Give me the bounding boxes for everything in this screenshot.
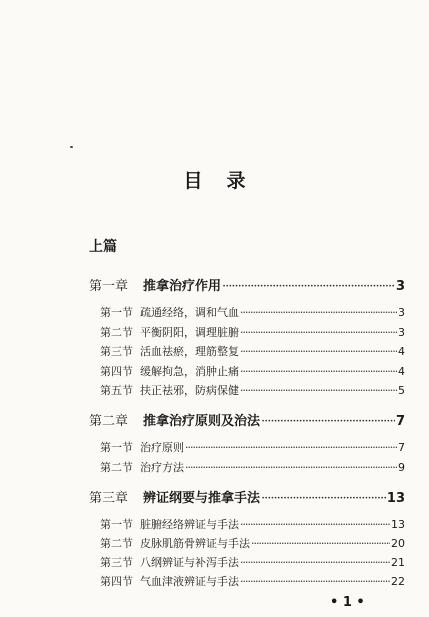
chapter-title: 推拿治疗原则及治法 — [143, 414, 261, 429]
section-page: 13 — [391, 518, 405, 531]
scan-speck — [70, 146, 73, 148]
dot-leader — [240, 518, 390, 531]
section-title: 活血祛瘀，理筋整复 — [140, 345, 239, 358]
page-number: • 1 • — [330, 595, 365, 610]
toc-section — [100, 363, 405, 379]
toc-section — [100, 573, 405, 589]
section-number: 第二节 — [100, 326, 133, 339]
toc-chapter-3 — [89, 487, 405, 506]
section-number: 第四节 — [100, 575, 133, 588]
section-number: 第五节 — [100, 384, 133, 397]
chapter-number: 第三章 — [89, 491, 129, 506]
section-title: 脏腑经络辨证与手法 — [140, 518, 239, 531]
section-title: 扶正祛邪，防病保健 — [140, 384, 239, 397]
toc-section — [100, 382, 405, 398]
dot-leader — [222, 279, 395, 294]
dot-leader — [240, 326, 397, 339]
dot-leader — [240, 306, 397, 319]
dot-leader — [240, 575, 390, 588]
page-title: 目录 — [183, 170, 270, 192]
section-page: 9 — [398, 461, 405, 474]
section-title: 疏通经络，调和气血 — [140, 306, 239, 319]
section-page: 22 — [391, 575, 405, 588]
chapter-title: 辨证纲要与推拿手法 — [143, 491, 261, 506]
toc-section — [100, 439, 405, 455]
dot-leader — [251, 537, 390, 550]
section-page: 5 — [398, 384, 405, 397]
section-number: 第二节 — [100, 461, 133, 474]
dot-leader — [240, 345, 397, 358]
toc-section — [100, 459, 405, 475]
section-page: 20 — [391, 537, 405, 550]
toc-section — [100, 324, 405, 340]
toc-chapter-2 — [89, 410, 405, 429]
section-page: 4 — [398, 345, 405, 358]
section-title: 气血津液辨证与手法 — [140, 575, 239, 588]
toc-section — [100, 516, 405, 532]
section-number: 第一节 — [100, 441, 133, 454]
chapter-number: 第一章 — [89, 279, 129, 294]
part-title: 上篇 — [89, 239, 117, 255]
toc-section — [100, 343, 405, 359]
section-number: 第三节 — [100, 556, 133, 569]
dot-leader — [240, 384, 397, 397]
toc-section — [100, 535, 405, 551]
chapter-page: 3 — [395, 279, 405, 294]
dot-leader — [261, 491, 386, 506]
section-number: 第四节 — [100, 365, 133, 378]
section-page: 3 — [398, 306, 405, 319]
dot-leader — [185, 461, 397, 474]
section-number: 第三节 — [100, 345, 133, 358]
section-title: 平衡阴阳，调理脏腑 — [140, 326, 239, 339]
dot-leader — [240, 556, 390, 569]
chapter-page: 13 — [386, 491, 405, 506]
section-page: 4 — [398, 365, 405, 378]
dot-leader — [240, 365, 397, 378]
chapter-page: 7 — [395, 414, 405, 429]
toc-section — [100, 304, 405, 320]
section-page: 21 — [391, 556, 405, 569]
section-page: 7 — [398, 441, 405, 454]
section-title: 缓解拘急，消肿止痛 — [140, 365, 239, 378]
toc-chapter-1 — [89, 275, 405, 294]
chapter-title: 推拿治疗作用 — [143, 279, 222, 294]
toc-section — [100, 554, 405, 570]
section-number: 第一节 — [100, 518, 133, 531]
dot-leader — [261, 414, 395, 429]
section-title: 治疗原则 — [140, 441, 184, 454]
section-title: 治疗方法 — [140, 461, 184, 474]
section-title: 八纲辨证与补泻手法 — [140, 556, 239, 569]
section-number: 第一节 — [100, 306, 133, 319]
section-page: 3 — [398, 326, 405, 339]
dot-leader — [185, 441, 397, 454]
chapter-number: 第二章 — [89, 414, 129, 429]
section-title: 皮脉肌筋骨辨证与手法 — [140, 537, 250, 550]
section-number: 第二节 — [100, 537, 133, 550]
